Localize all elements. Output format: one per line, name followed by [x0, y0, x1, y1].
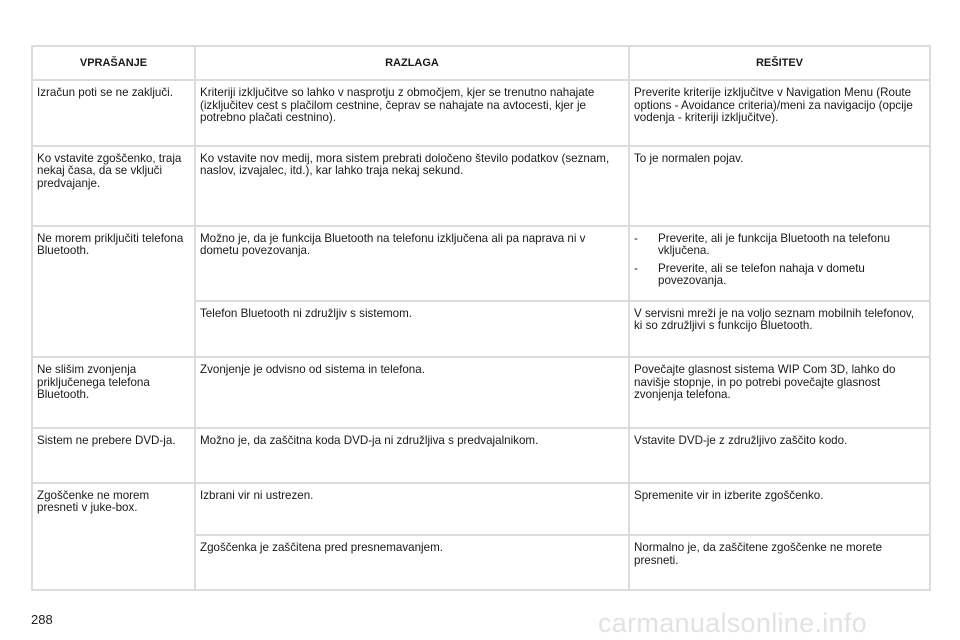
table-row — [33, 429, 929, 482]
explanation-cell: Zgoščenka je zaščitena pred presnemavanjem. — [196, 536, 628, 589]
explanation-cell: Zvonjenje je odvisno od sistema in telefona. — [196, 358, 628, 427]
explanation-cell: Telefon Bluetooth ni združljiv s sistemom. — [196, 302, 628, 357]
explanation-cell: Kriteriji izključitve so lahko v nasprotju z območjem, kjer se trenutno nahajate (izključitev cest s plačilom cestnine, čeprav se nahajate na avtocesti, kjer je potrebno plačati cestnino). — [196, 81, 628, 145]
header-question: VPRAŠANJE — [33, 47, 194, 79]
solution-list — [634, 233, 925, 288]
question-cell: Ko vstavite zgoščenko, traja nekaj časa, da se vključi predvajanje. — [33, 147, 194, 225]
header-solution: REŠITEV — [630, 47, 929, 79]
watermark: carmanualsonline.info — [598, 608, 867, 638]
table-row — [33, 358, 929, 427]
solution-cell — [630, 227, 929, 300]
list-item-text: Preverite, ali se telefon nahaja v dometu povezovanja. — [658, 261, 865, 288]
table-row — [33, 147, 929, 225]
header-explanation: RAZLAGA — [196, 47, 628, 79]
question-cell: Ne slišim zvonjenja priključenega telefona Bluetooth. — [33, 358, 194, 427]
page-number: 288 — [31, 612, 53, 627]
solution-cell: Vstavite DVD-je z združljivo zaščito kodo. — [630, 429, 929, 482]
question-cell: Izračun poti se ne zaključi. — [33, 81, 194, 145]
list-item — [634, 233, 925, 258]
table-row — [33, 81, 929, 145]
question-cell: Sistem ne prebere DVD-ja. — [33, 429, 194, 482]
table-row — [33, 227, 929, 300]
question-cell: Zgoščenke ne morem presneti v juke-box. — [33, 484, 194, 589]
dash-bullet: - — [634, 261, 638, 275]
header-row — [33, 47, 929, 79]
explanation-cell: Ko vstavite nov medij, mora sistem prebrati določeno število podatkov (seznam, naslov, izvajalec, itd.), kar lahko traja nekaj sekund. — [196, 147, 628, 225]
explanation-cell: Izbrani vir ni ustrezen. — [196, 484, 628, 535]
list-item — [634, 263, 925, 288]
question-cell: Ne morem priključiti telefona Bluetooth. — [33, 227, 194, 357]
list-item-text: Preverite, ali je funkcija Bluetooth na telefonu vključena. — [658, 231, 891, 258]
solution-cell: Spremenite vir in izberite zgoščenko. — [630, 484, 929, 535]
solution-cell: Normalno je, da zaščitene zgoščenke ne morete presneti. — [630, 536, 929, 589]
solution-cell: Preverite kriterije izključitve v Navigation Menu (Route options - Avoidance criteria)/meni za navigacijo (opcije vodenja - kriteriji izključitve). — [630, 81, 929, 145]
dash-bullet: - — [634, 231, 638, 245]
table-row — [33, 484, 929, 535]
solution-cell: To je normalen pojav. — [630, 147, 929, 225]
solution-cell: V servisni mreži je na voljo seznam mobilnih telefonov, ki so združljivi s funkcijo Bluetooth. — [630, 302, 929, 357]
explanation-cell: Možno je, da zaščitna koda DVD-ja ni združljiva s predvajalnikom. — [196, 429, 628, 482]
troubleshooting-table — [31, 45, 931, 591]
solution-cell: Povečajte glasnost sistema WIP Com 3D, lahko do navišje stopnje, in po potrebi povečajte glasnost zvonjenja telefona. — [630, 358, 929, 427]
explanation-cell: Možno je, da je funkcija Bluetooth na telefonu izključena ali pa naprava ni v dometu povezovanja. — [196, 227, 628, 300]
